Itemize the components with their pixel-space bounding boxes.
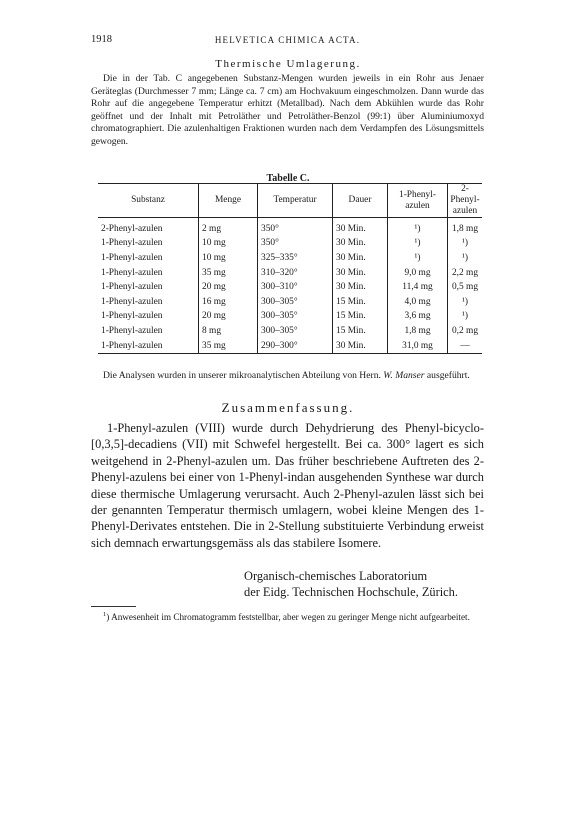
cell-2-phenyl-azulen: 0,5 mg [448,280,483,295]
section-title-summary: Zusammenfassung. [221,400,355,415]
cell-temperatur: 350° [258,218,333,237]
table-row [98,295,482,310]
cell-substanz: 1-Phenyl-azulen [101,340,163,351]
cell-substanz: 1-Phenyl-azulen [101,325,163,336]
cell-menge: 10 mg [199,251,258,266]
cell-1-phenyl-azulen: ¹) [388,251,448,266]
cell-dauer: 15 Min. [333,295,388,310]
cell-substanz: 1-Phenyl-azulen [101,252,163,263]
cell-1-phenyl-azulen: 1,8 mg [388,324,448,339]
cell-2-phenyl-azulen: 1,8 mg [448,218,483,237]
header-substanz: Substanz [98,184,199,218]
header-dauer: Dauer [333,184,388,218]
cell-temperatur: 350° [258,237,333,252]
header-2-phenyl-line1: 2-Phenyl- [450,184,480,205]
cell-2-phenyl-azulen: ¹) [448,295,483,310]
footnote-rule [91,606,136,607]
cell-2-phenyl-azulen: ¹) [448,251,483,266]
cell-temperatur: 325–335° [258,251,333,266]
section-title-thermal-rearrangement: Thermische Umlagerung. [215,58,361,70]
cell-2-phenyl-azulen: ¹) [448,237,483,252]
header-menge: Menge [199,184,258,218]
cell-menge: 10 mg [199,237,258,252]
analysis-note-after: ausgeführt. [424,370,470,381]
cell-2-phenyl-azulen: — [448,339,483,354]
table-body [98,218,482,354]
summary-text: 1-Phenyl-azulen (VIII) wurde durch Dehydrierung des Phenyl-bicyclo-[0,3,5]-decadiens (VII) mit Schwefel hergestellt. Bei ca. 300° lagert es sich weitgehend in 2-Phenyl-azulen um. Das früher beschriebene Auftreten des 2-Phenyl-azulens bei einer von 1-Phenyl-indan ausgehenden Synthese war durch diese thermische Umlagerung verursacht. Auch 2-Phenyl-azulen lässt sich bei der genannten Temperatur thermisch umlagern, wobei kleine Mengen des 1-Phenyl-Derivates entstehen. Die in 2-Stellung substituierte Verbindung erweist sich demnach erwartungsgemäss als das stabilere Isomere. [91,421,484,550]
table-row [98,280,482,295]
cell-1-phenyl-azulen: 31,0 mg [388,339,448,354]
cell-substanz: 1-Phenyl-azulen [101,311,163,322]
cell-2-phenyl-azulen: 0,2 mg [448,324,483,339]
experimental-text: Die in der Tab. C angegebenen Substanz-Mengen wurden jeweils in ein Rohr aus Jenaer Geräteglas (Durchmesser 7 mm; Länge ca. 7 cm) am Hochvakuum eingeschmolzen. Dann wurde das Rohr auf die angegebene Temperatur erhitzt (Metallbad). Nach dem Abkühlen wurde das Rohr geöffnet und der Inhalt mit Petroläther und Petroläther-Benzol (99:1) über Aluminiumoxyd chromatographiert. Die azulenhaltigen Fraktionen wurden nach dem Verdampfen des Lösungsmittels gewogen. [91,73,484,147]
header-2-phenyl-line2: azulen [452,206,478,216]
table-row [98,251,482,266]
table-row [98,310,482,325]
rearrangement-table [98,183,482,354]
page-number: 1918 [91,34,112,45]
cell-1-phenyl-azulen: 9,0 mg [388,266,448,281]
experimental-paragraph [91,73,484,149]
footnote-marker: 1 [103,610,107,618]
cell-menge: 8 mg [199,324,258,339]
cell-substanz: 1-Phenyl-azulen [101,238,163,249]
cell-substanz: 1-Phenyl-azulen [101,267,163,278]
header-1-phenyl-line2: azulen [405,200,430,211]
summary-paragraph [91,420,484,551]
cell-dauer: 30 Min. [333,251,388,266]
analysis-note [91,370,484,383]
cell-temperatur: 300–305° [258,310,333,325]
cell-temperatur: 300–310° [258,280,333,295]
table-row [98,324,482,339]
cell-menge: 16 mg [199,295,258,310]
cell-temperatur: 310–320° [258,266,333,281]
cell-temperatur: 300–305° [258,295,333,310]
cell-menge: 35 mg [199,266,258,281]
cell-1-phenyl-azulen: ¹) [388,237,448,252]
cell-1-phenyl-azulen: ¹) [388,218,448,237]
table-row [98,339,482,354]
cell-menge: 20 mg [199,310,258,325]
cell-dauer: 30 Min. [333,237,388,252]
header-1-phenyl-line1: 1-Phenyl- [399,189,436,200]
cell-1-phenyl-azulen: 11,4 mg [388,280,448,295]
cell-2-phenyl-azulen: 2,2 mg [448,266,483,281]
journal-title: HELVETICA CHIMICA ACTA. [214,35,361,45]
cell-dauer: 15 Min. [333,324,388,339]
cell-substanz: 1-Phenyl-azulen [101,282,163,293]
table-header-row [98,184,482,218]
cell-1-phenyl-azulen: 4,0 mg [388,295,448,310]
table-row [98,266,482,281]
table-row [98,218,482,237]
footnote-text: ) Anwesenheit im Chromatogramm feststellbar, aber wegen zu geringer Menge nicht aufgearbeitet. [106,612,470,622]
cell-dauer: 30 Min. [333,266,388,281]
cell-2-phenyl-azulen: ¹) [448,310,483,325]
header-2-phenyl-azulen [448,184,483,218]
page-header [91,34,484,48]
footnote [91,611,484,623]
table-row [98,237,482,252]
cell-menge: 2 mg [199,218,258,237]
affiliation-line-1: Organisch-chemisches Laboratorium [244,569,428,583]
header-1-phenyl-azulen [388,184,448,218]
cell-dauer: 30 Min. [333,339,388,354]
cell-dauer: 15 Min. [333,310,388,325]
header-temperatur: Temperatur [258,184,333,218]
cell-menge: 20 mg [199,280,258,295]
cell-dauer: 30 Min. [333,280,388,295]
cell-1-phenyl-azulen: 3,6 mg [388,310,448,325]
cell-substanz: 1-Phenyl-azulen [101,296,163,307]
analyst-name: W. Manser [383,370,425,381]
analysis-note-text [91,370,484,383]
cell-temperatur: 290–300° [258,339,333,354]
analysis-note-before: Die Analysen wurden in unserer mikroanalytischen Abteilung von Hern. [103,370,384,381]
table-caption: Tabelle C. [266,173,310,184]
cell-menge: 35 mg [199,339,258,354]
cell-temperatur: 300–305° [258,324,333,339]
affiliation-line-2: der Eidg. Technischen Hochschule, Zürich. [244,585,458,599]
cell-substanz: 2-Phenyl-azulen [101,223,163,234]
cell-dauer: 30 Min. [333,218,388,237]
